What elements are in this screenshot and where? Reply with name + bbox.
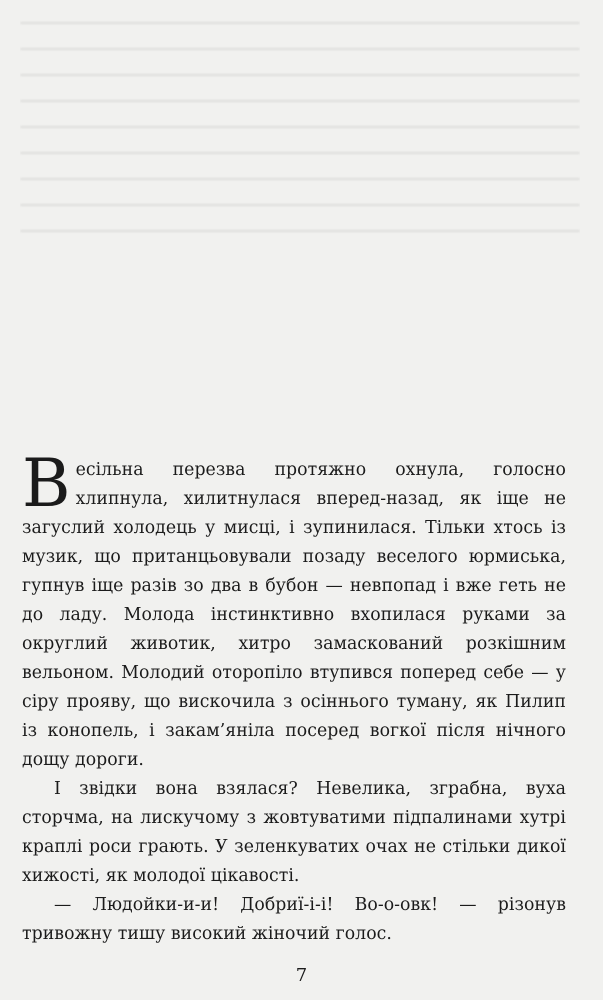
paragraph-1-text: есільна перезва протяжно охнула, голосно хлипнула, хилитнулася вперед-назад, як іще не загуслий холодець у мисці, і зупинилася. Тільки хтось із музик, що пританцьовували позаду веселого юрмиська, гупнув іще разів зо два в бубон — невпопад і вже геть не до ладу. Молода інстинктивно вхопилася руками за округлий животик, хитро замаскований розкішним вельоном. Молодий оторопіло втупився поперед себе — у сіру прояву, що вискочила з осіннього туману, як Пилип із конопель, і закам’яніла посеред вогкої після нічного дощу дороги. — [22, 460, 566, 770]
paragraph-3: — Людойки-и-и! Добриї-і-і! Во-о-овк! — різонув тривожну тишу високий жіночий голос. — [22, 895, 566, 944]
drop-cap: В — [22, 445, 71, 522]
page-number: 7 — [295, 965, 308, 986]
paragraph-1 — [22, 445, 566, 775]
paragraph-2: І звідки вона взялася? Невелика, зграбна, вуха сторчма, на лискучому з жовтуватими підпалинами хутрі краплі роси грають. У зеленкуватих очах не стільки дикої хижості, як молодої цікавості. — [22, 779, 566, 886]
body-text — [22, 445, 566, 949]
show-through-text — [20, 0, 580, 430]
